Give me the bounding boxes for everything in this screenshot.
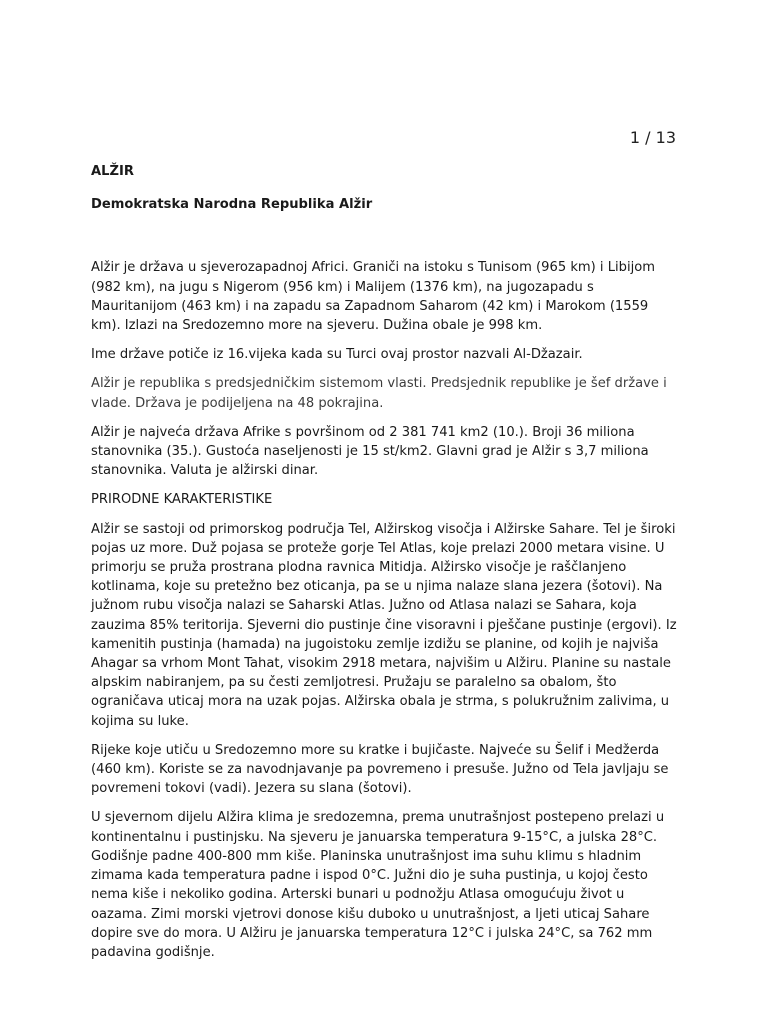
paragraph-rivers: Rijeke koje utiču u Sredozemno more su kratke i bujičaste. Najveće su Šelif i Medžerda (460 km). Koriste se za navodnjavanje pa povremeno i presuše. Južno od Tela javljaju se povremeni tokovi (vadi). Jezera su slana (šotovi). bbox=[91, 742, 669, 797]
paragraph-area-population: Alžir je najveća država Afrike s površinom od 2 381 741 km2 (10.). Broji 36 miliona stanovnika (35.). Gustoća naseljenosti je 15 st/km2. Glavni grad je Alžir s 3,7 miliona stanovnika. Valuta je alžirski dinar. bbox=[91, 424, 649, 479]
document-title: ALŽIR bbox=[91, 164, 134, 179]
document-subtitle: Demokratska Narodna Republika Alžir bbox=[91, 197, 373, 213]
paragraph-relief: Alžir se sastoji od primorskog područja Tel, Alžirskog visočja i Alžirske Sahare. Tel je široki pojas uz more. Duž pojasa se proteže gorje Tel Atlas, koje prelazi 2000 metara visine. U primorju se pruža prostrana plodna ravnica Mitidja. Alžirsko visočje je raščlanjeno kotlinama, koje su pretežno bez oticanja, pa se u njima nalaze slana jezera (šotovi). Na južnom rubu visočja nalazi se Saharski Atlas. Južno od Atlasa nalazi se Sahara, koja zauzima 85% teritorija. Sjeverni dio pustinje čine visoravni i pješčane pustinje (ergovi). Iz kamenitih pustinja (hamada) na jugoistoku zemlje izdižu se planine, od kojih je najviša Ahagar sa vrhom Mont Tahat, visokim 2918 metara, najvišim u Alžiru. Planine su nastale alpskim nabiranjem, pa su česti zemljotresi. Pružaju se paralelno sa obalom, što ograničava uticaj mora na uzak pojas. Alžirska obala je strma, s polukružnim zalivima, u kojima su luke. bbox=[91, 521, 677, 729]
page-number: 1 / 13 bbox=[629, 128, 676, 147]
document-body bbox=[91, 162, 681, 972]
paragraph-government: Alžir je republika s predsjedničkim sistemom vlasti. Predsjednik republike je šef države i vlade. Država je podijeljena na 48 pokrajina. bbox=[91, 376, 667, 411]
section-heading-natural-features: PRIRODNE KARAKTERISTIKE bbox=[91, 492, 273, 508]
paragraph-name-origin: Ime države potiče iz 16.vijeka kada su Turci ovaj prostor nazvali Al-Džazair. bbox=[91, 347, 583, 363]
paragraph-climate: U sjevernom dijelu Alžira klima je sredozemna, prema unutrašnjost postepeno prelazi u kontinentalnu i pustinjsku. Na sjeveru je januarska temperatura 9-15°C, a julska 28°C. Godišnje padne 400-800 mm kiše. Planinska unutrašnjost ima suhu klimu s hladnim zimama kada temperatura padne i ispod 0°C. Južni dio je suha pustinja, u kojoj često nema kiše i nekoliko godina. Arterski bunari u podnožju Atlasa omogućuju život u oazama. Zimi morski vjetrovi donose kišu duboko u unutrašnjost, a ljeti uticaj Sahare dopire sve do mora. U Alžiru je januarska temperatura 12°C i julska 24°C, sa 762 mm padavina godišnje. bbox=[91, 810, 665, 960]
paragraph-borders: Alžir je država u sjeverozapadnoj Africi. Graniči na istoku s Tunisom (965 km) i Libijom (982 km), na jugu s Nigerom (956 km) i Malijem (1376 km), na jugozapadu s Mauritanijom (463 km) i na zapadu sa Zapadnom Saharom (42 km) i Marokom (1559 km). Izlazi na Sredozemno more na sjeveru. Dužina obale je 998 km. bbox=[91, 260, 656, 334]
